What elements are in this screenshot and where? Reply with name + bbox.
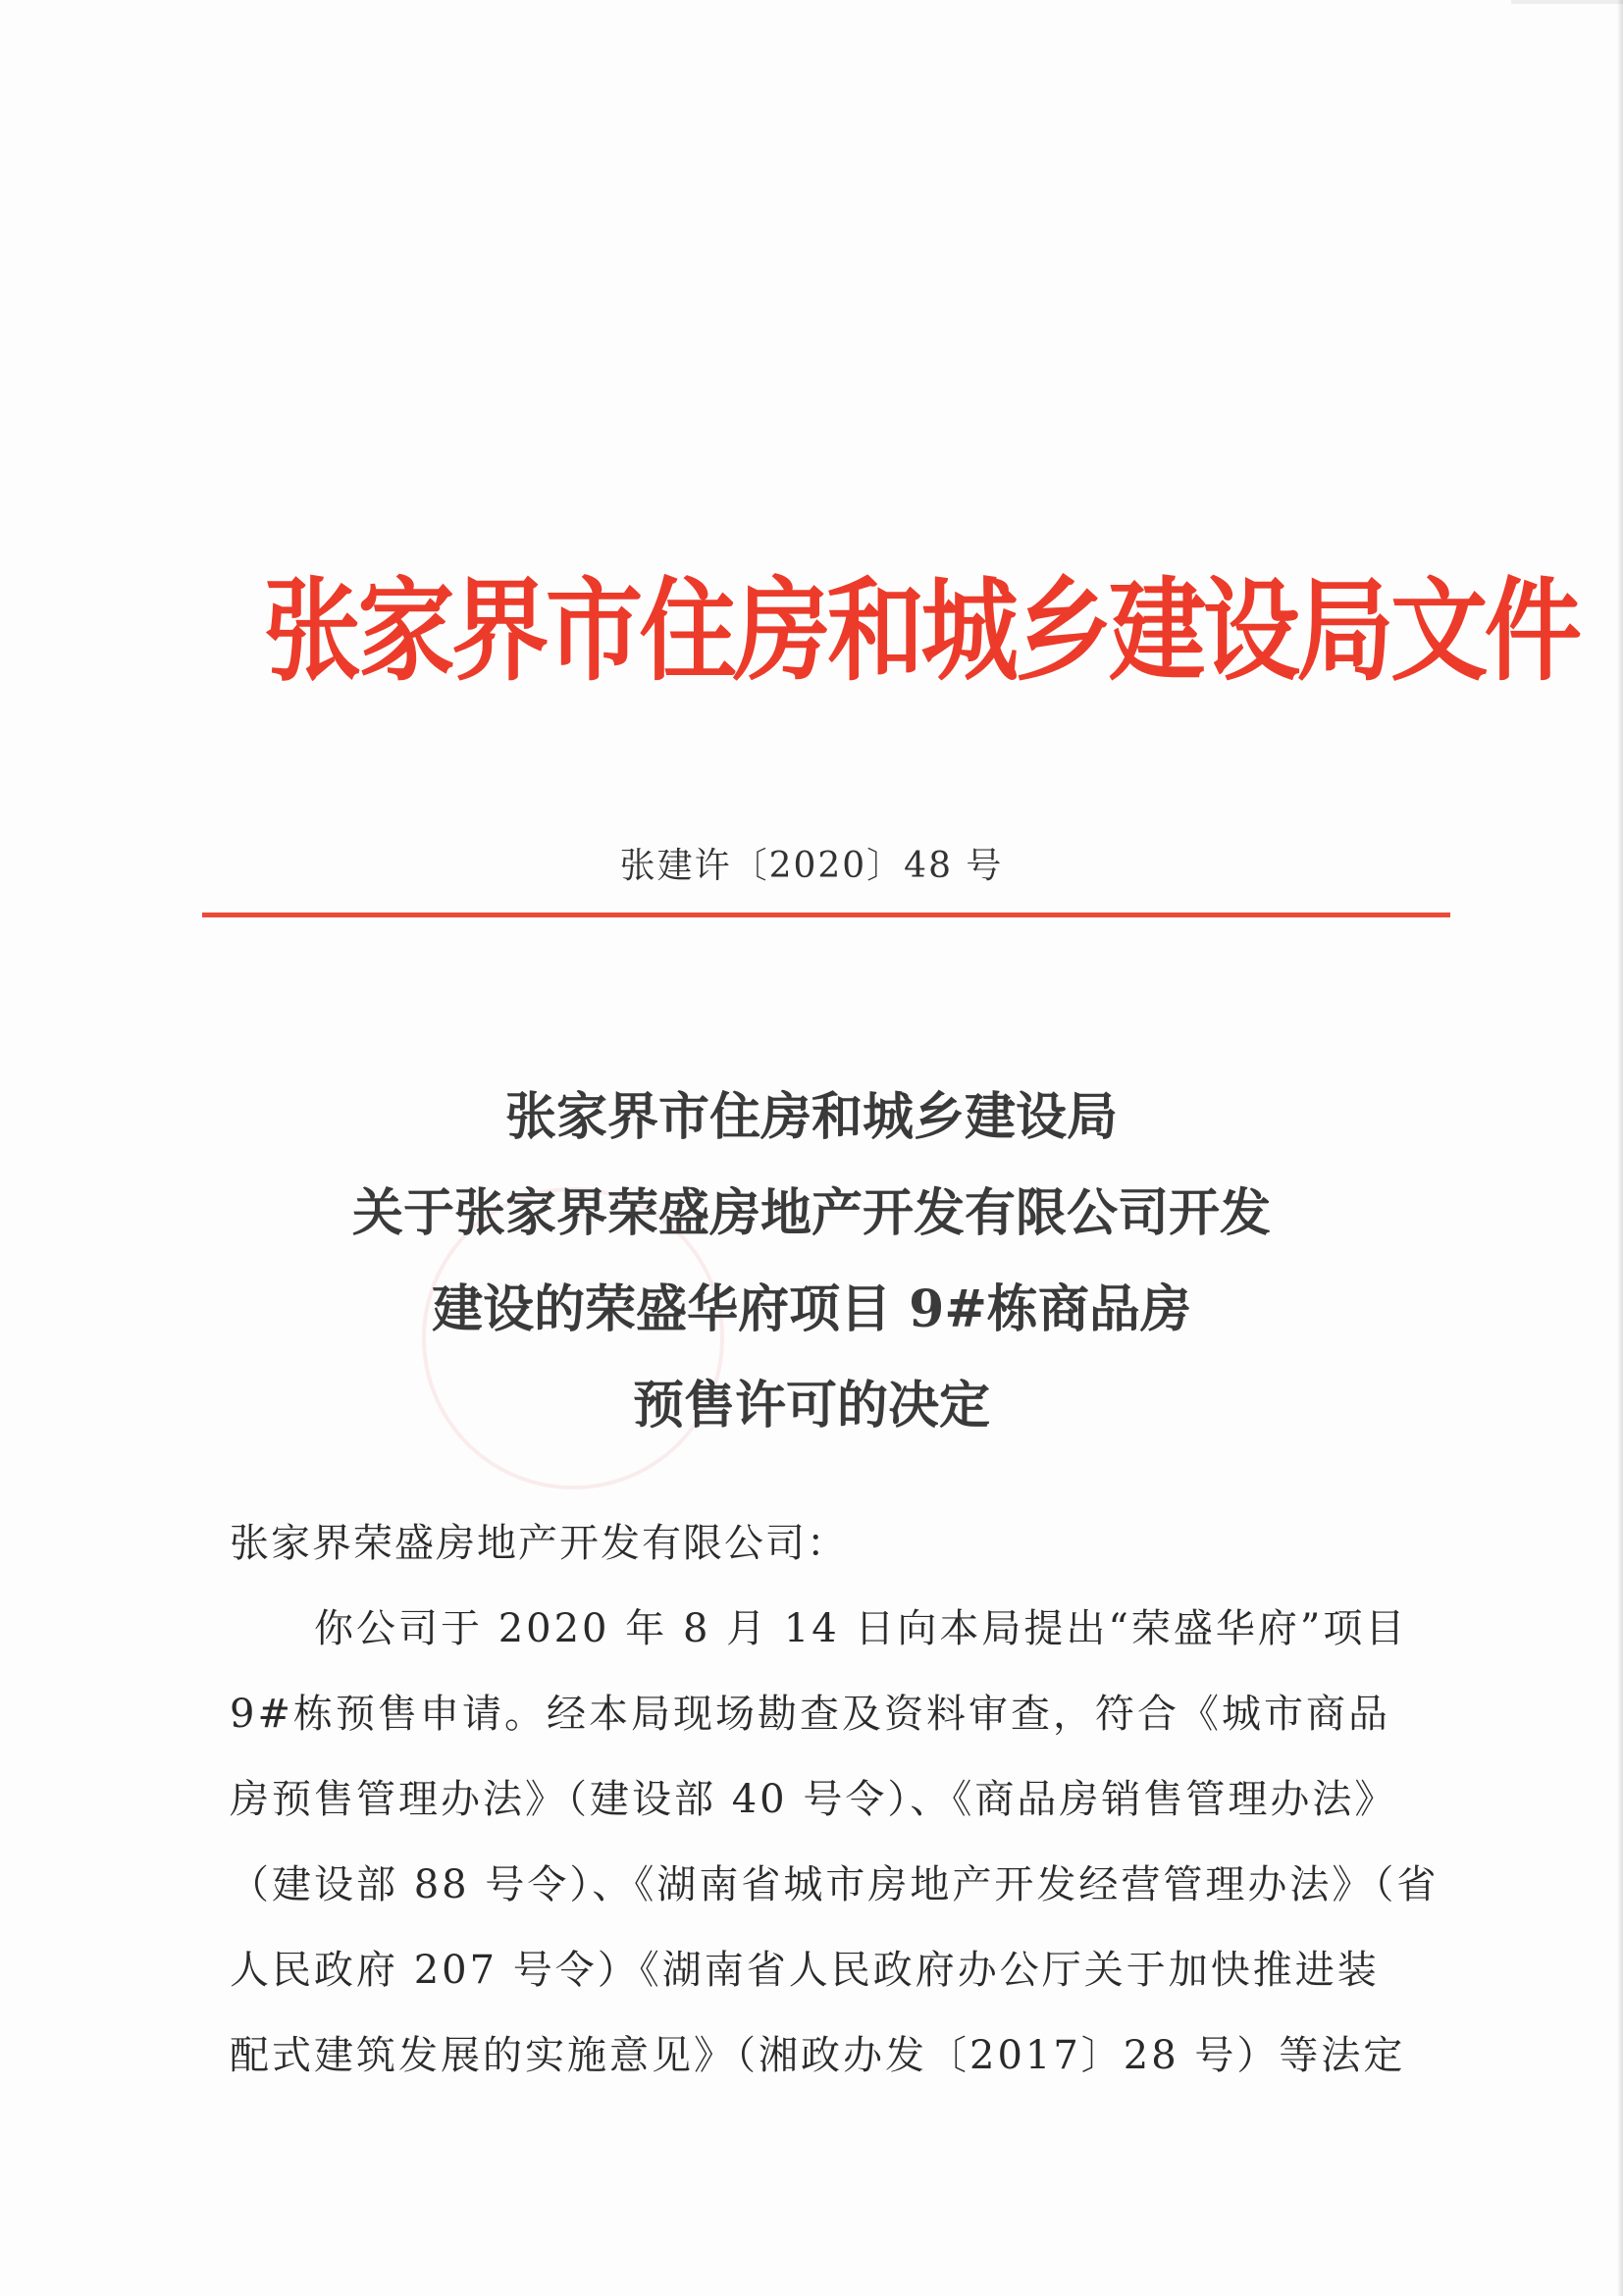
body-line: 人民政府 207 号令）《湖南省人民政府办公厅关于加快推进装 xyxy=(230,1948,1380,1993)
document-title xyxy=(0,1070,1623,1454)
title-line: 关于张家界荣盛房地产开发有限公司开发 xyxy=(351,1183,1271,1243)
body-line: 房预售管理办法》（建设部 40 号令）、《商品房销售管理办法》 xyxy=(230,1777,1397,1822)
body-line: 你公司于 2020 年 8 月 14 日向本局提出“荣盛华府”项目 xyxy=(314,1606,1408,1651)
document-body xyxy=(230,1501,1440,2099)
title-line: 建设的荣盛华府项目 9#栋商品房 xyxy=(432,1279,1191,1339)
body-line: 9#栋预售申请。经本局现场勘查及资料审查，符合《城市商品 xyxy=(230,1692,1390,1737)
title-line: 预售许可的决定 xyxy=(632,1376,990,1435)
salutation: 张家界荣盛房地产开发有限公司： xyxy=(230,1521,848,1566)
scan-edge-top-shadow xyxy=(1511,0,1623,4)
body-line: （建设部 88 号令）、《湖南省城市房地产开发经营管理办法》（省 xyxy=(230,1862,1440,1907)
document-number: 张建许〔2020〕48 号 xyxy=(619,846,1004,886)
document-masthead: 张家界市住房和城乡建设局文件 xyxy=(263,566,1579,697)
red-divider-line xyxy=(202,913,1450,917)
title-line: 张家界市住房和城乡建设局 xyxy=(504,1087,1118,1147)
body-line: 配式建筑发展的实施意见》（湘政办发〔2017〕28 号）等法定 xyxy=(230,2033,1406,2078)
